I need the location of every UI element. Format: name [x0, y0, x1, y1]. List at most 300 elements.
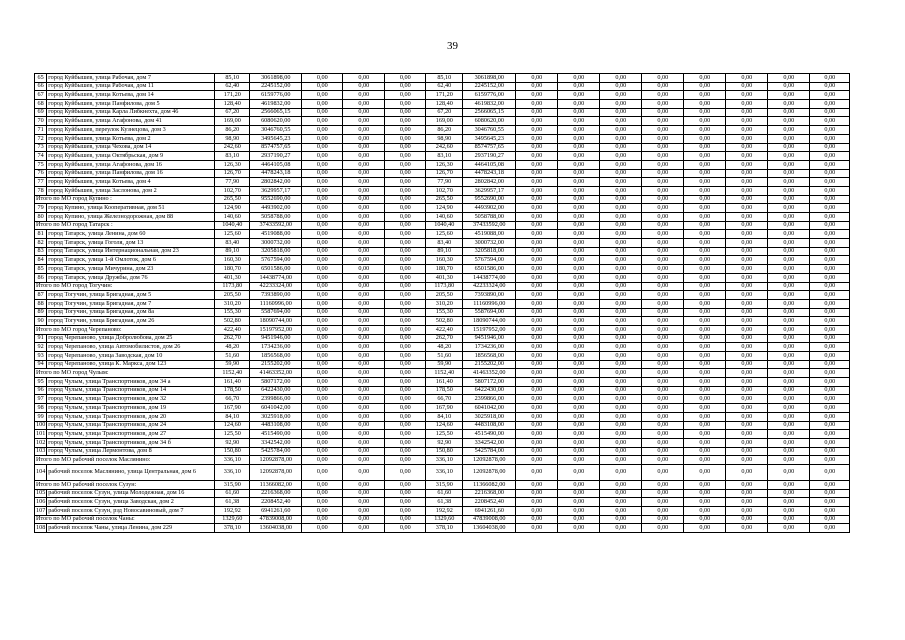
value-cell: 84,10 [426, 412, 463, 421]
value-cell: 0,00 [558, 352, 600, 361]
value-cell: 0,00 [516, 412, 558, 421]
value-cell: 0,00 [600, 308, 642, 317]
value-cell: 0,00 [600, 438, 642, 447]
value-cell: 1040,40 [215, 221, 250, 230]
value-cell: 0,00 [302, 325, 343, 334]
value-cell: 4478243,18 [463, 169, 516, 178]
row-number: 105 [36, 489, 46, 497]
value-cell: 0,00 [343, 126, 385, 135]
value-cell: 0,00 [385, 169, 426, 178]
subtotal-label: Итого по МО рабочий поселок Чаны: [35, 515, 215, 524]
value-cell: 0,00 [768, 239, 810, 248]
value-cell: 1856568,00 [250, 352, 302, 361]
table-row [35, 169, 850, 178]
subtotal-row [35, 369, 850, 378]
value-cell: 0,00 [810, 117, 850, 126]
value-cell: 0,00 [642, 430, 684, 439]
value-cell: 2802842,00 [250, 178, 302, 187]
value-cell: 0,00 [600, 178, 642, 187]
value-cell: 0,00 [726, 447, 768, 456]
value-cell: 0,00 [302, 108, 343, 117]
value-cell: 0,00 [768, 464, 810, 480]
value-cell: 422,40 [215, 325, 250, 334]
value-cell: 13604038,00 [250, 524, 302, 533]
value-cell: 4515490,00 [463, 430, 516, 439]
value-cell: 0,00 [600, 291, 642, 300]
value-cell: 0,00 [810, 230, 850, 239]
value-cell: 0,00 [600, 256, 642, 265]
value-cell: 0,00 [516, 273, 558, 282]
value-cell: 1329,60 [426, 515, 463, 524]
value-cell: 125,60 [426, 230, 463, 239]
value-cell: 102,70 [426, 186, 463, 195]
row-number: 99 [35, 412, 47, 421]
value-cell: 0,00 [726, 438, 768, 447]
value-cell: 0,00 [302, 395, 343, 404]
value-cell: 0,00 [810, 221, 850, 230]
value-cell: 0,00 [516, 213, 558, 222]
value-cell: 0,00 [385, 265, 426, 274]
value-cell: 0,00 [684, 507, 726, 516]
value-cell: 0,00 [684, 108, 726, 117]
value-cell: 0,00 [558, 143, 600, 152]
value-cell: 0,00 [558, 204, 600, 213]
value-cell: 0,00 [302, 143, 343, 152]
value-cell: 0,00 [600, 334, 642, 343]
value-cell: 0,00 [726, 273, 768, 282]
value-cell: 0,00 [684, 195, 726, 204]
row-number: 90 [35, 317, 47, 326]
value-cell: 0,00 [516, 256, 558, 265]
value-cell: 0,00 [810, 369, 850, 378]
value-cell: 0,00 [600, 524, 642, 533]
row-number: 83 [35, 247, 47, 256]
value-cell: 0,00 [385, 447, 426, 456]
value-cell: 61,38 [215, 498, 250, 507]
value-cell: 0,00 [600, 108, 642, 117]
value-cell: 0,00 [768, 308, 810, 317]
value-cell: 0,00 [302, 360, 343, 369]
address-cell: город Татарск, улица Мичурина, дом 23 [47, 265, 215, 274]
value-cell: 0,00 [726, 82, 768, 91]
table-row [35, 524, 850, 533]
value-cell: 0,00 [768, 498, 810, 507]
value-cell: 0,00 [726, 213, 768, 222]
value-cell: 0,00 [726, 404, 768, 413]
value-cell: 2216368,00 [250, 489, 302, 498]
row-number: 72 [35, 134, 47, 143]
value-cell: 0,00 [810, 404, 850, 413]
value-cell: 0,00 [385, 378, 426, 387]
value-cell: 0,00 [343, 143, 385, 152]
value-cell: 0,00 [600, 507, 642, 516]
value-cell: 0,00 [600, 317, 642, 326]
value-cell: 0,00 [726, 291, 768, 300]
value-cell: 0,00 [642, 195, 684, 204]
value-cell: 0,00 [343, 395, 385, 404]
value-cell: 0,00 [810, 352, 850, 361]
value-cell: 0,00 [642, 343, 684, 352]
value-cell: 5587694,00 [463, 308, 516, 317]
value-cell: 0,00 [684, 480, 726, 489]
address-cell: город Куйбышев, переулок Кузнецова, дом 3 [47, 126, 215, 135]
value-cell: 0,00 [600, 404, 642, 413]
value-cell: 1734236,00 [250, 343, 302, 352]
value-cell: 0,00 [516, 515, 558, 524]
value-cell: 0,00 [343, 334, 385, 343]
value-cell: 0,00 [302, 282, 343, 291]
value-cell: 0,00 [385, 430, 426, 439]
value-cell: 0,00 [343, 282, 385, 291]
value-cell: 0,00 [642, 256, 684, 265]
value-cell: 0,00 [726, 386, 768, 395]
value-cell: 0,00 [558, 256, 600, 265]
value-cell: 0,00 [642, 134, 684, 143]
value-cell: 0,00 [684, 273, 726, 282]
table-row [35, 117, 850, 126]
value-cell: 0,00 [385, 178, 426, 187]
value-cell: 12092878,00 [463, 456, 516, 465]
table-row [35, 438, 850, 447]
value-cell: 0,00 [768, 230, 810, 239]
subtotal-row [35, 195, 850, 204]
value-cell: 0,00 [642, 117, 684, 126]
table-row [35, 421, 850, 430]
value-cell: 0,00 [810, 456, 850, 465]
value-cell: 0,00 [343, 100, 385, 109]
table-row [35, 412, 850, 421]
value-cell: 5058788,00 [250, 213, 302, 222]
value-cell: 0,00 [302, 456, 343, 465]
value-cell: 0,00 [558, 404, 600, 413]
value-cell: 0,00 [302, 239, 343, 248]
value-cell: 0,00 [343, 256, 385, 265]
value-cell: 62,40 [426, 82, 463, 91]
value-cell: 0,00 [600, 169, 642, 178]
value-cell: 2208452,40 [463, 498, 516, 507]
table-body [35, 74, 850, 533]
value-cell: 0,00 [600, 378, 642, 387]
value-cell: 61,60 [426, 489, 463, 498]
value-cell: 6941261,60 [463, 507, 516, 516]
value-cell: 0,00 [642, 498, 684, 507]
value-cell: 0,00 [810, 447, 850, 456]
value-cell: 0,00 [516, 143, 558, 152]
value-cell: 310,20 [426, 299, 463, 308]
value-cell: 14438774,00 [463, 273, 516, 282]
value-cell: 2399866,00 [250, 395, 302, 404]
value-cell: 0,00 [516, 386, 558, 395]
value-cell: 0,00 [516, 317, 558, 326]
value-cell: 0,00 [684, 456, 726, 465]
value-cell: 0,00 [558, 498, 600, 507]
value-cell: 6422430,00 [250, 386, 302, 395]
value-cell: 1173,80 [215, 282, 250, 291]
value-cell: 336,10 [215, 464, 250, 480]
value-cell: 315,90 [426, 480, 463, 489]
value-cell: 1734236,00 [463, 343, 516, 352]
value-cell: 47839008,00 [463, 515, 516, 524]
table-row [35, 308, 850, 317]
value-cell: 5058788,00 [463, 213, 516, 222]
value-cell: 169,00 [426, 117, 463, 126]
value-cell: 89,10 [215, 247, 250, 256]
value-cell: 0,00 [600, 195, 642, 204]
value-cell: 0,00 [343, 430, 385, 439]
value-cell: 0,00 [684, 421, 726, 430]
value-cell: 0,00 [343, 91, 385, 100]
value-cell: 0,00 [642, 456, 684, 465]
value-cell: 0,00 [768, 438, 810, 447]
subtotal-row [35, 325, 850, 334]
value-cell: 2802842,00 [463, 178, 516, 187]
value-cell: 0,00 [343, 480, 385, 489]
value-cell: 0,00 [558, 456, 600, 465]
value-cell: 14438774,00 [250, 273, 302, 282]
value-cell: 0,00 [343, 247, 385, 256]
value-cell: 0,00 [642, 143, 684, 152]
row-number: 104 [35, 464, 47, 480]
value-cell: 0,00 [642, 308, 684, 317]
value-cell: 0,00 [302, 247, 343, 256]
value-cell: 0,00 [600, 160, 642, 169]
value-cell: 0,00 [343, 447, 385, 456]
value-cell: 0,00 [642, 447, 684, 456]
value-cell: 0,00 [343, 117, 385, 126]
row-number: 108 [36, 524, 46, 532]
value-cell: 0,00 [385, 273, 426, 282]
subtotal-row [35, 282, 850, 291]
value-cell: 0,00 [600, 213, 642, 222]
value-cell: 0,00 [516, 352, 558, 361]
value-cell: 0,00 [385, 186, 426, 195]
value-cell: 0,00 [642, 169, 684, 178]
value-cell: 0,00 [302, 447, 343, 456]
value-cell: 401,30 [426, 273, 463, 282]
value-cell: 0,00 [642, 265, 684, 274]
address-cell: город Чулым, улица Транспортников, дом 19 [47, 404, 215, 413]
value-cell: 15197952,00 [463, 325, 516, 334]
value-cell: 102,70 [215, 186, 250, 195]
value-cell: 0,00 [385, 317, 426, 326]
value-cell: 0,00 [516, 282, 558, 291]
value-cell: 0,00 [302, 126, 343, 135]
value-cell: 0,00 [516, 498, 558, 507]
value-cell: 0,00 [726, 204, 768, 213]
address-cell: город Куйбышев, улица Заслонова, дом 2 [47, 186, 215, 195]
value-cell: 0,00 [385, 421, 426, 430]
value-cell: 0,00 [810, 325, 850, 334]
value-cell: 0,00 [516, 447, 558, 456]
value-cell: 0,00 [302, 221, 343, 230]
value-cell: 0,00 [600, 299, 642, 308]
row-number: 106 [36, 498, 46, 506]
table-row [35, 256, 850, 265]
value-cell: 0,00 [302, 507, 343, 516]
table-row [35, 334, 850, 343]
value-cell: 0,00 [726, 143, 768, 152]
value-cell: 180,70 [215, 265, 250, 274]
value-cell: 0,00 [558, 265, 600, 274]
table-row [35, 152, 850, 161]
value-cell: 3000732,00 [463, 239, 516, 248]
value-cell: 41463352,00 [463, 369, 516, 378]
row-number: 73 [35, 143, 47, 152]
value-cell: 0,00 [558, 299, 600, 308]
value-cell: 0,00 [343, 178, 385, 187]
address-cell: город Куйбышев, улица Панфилова, дом 5 [47, 100, 215, 109]
value-cell: 0,00 [302, 498, 343, 507]
table-row [35, 447, 850, 456]
value-cell: 2937190,27 [463, 152, 516, 161]
value-cell: 0,00 [726, 117, 768, 126]
value-cell: 0,00 [558, 273, 600, 282]
value-cell: 4493902,00 [250, 204, 302, 213]
value-cell: 0,00 [516, 507, 558, 516]
value-cell: 0,00 [684, 291, 726, 300]
value-cell: 37433592,00 [463, 221, 516, 230]
value-cell: 2216368,00 [463, 489, 516, 498]
value-cell: 6159776,00 [250, 91, 302, 100]
table-row [35, 230, 850, 239]
value-cell: 0,00 [600, 91, 642, 100]
value-cell: 0,00 [343, 213, 385, 222]
subtotal-row [35, 480, 850, 489]
value-cell: 0,00 [558, 447, 600, 456]
value-cell: 0,00 [343, 515, 385, 524]
value-cell: 0,00 [558, 230, 600, 239]
value-cell: 77,90 [215, 178, 250, 187]
value-cell: 0,00 [343, 343, 385, 352]
value-cell: 0,00 [642, 317, 684, 326]
value-cell: 0,00 [810, 360, 850, 369]
value-cell: 378,10 [426, 524, 463, 533]
value-cell: 0,00 [343, 369, 385, 378]
value-cell: 126,70 [215, 169, 250, 178]
value-cell: 84,10 [215, 412, 250, 421]
value-cell: 6080620,00 [463, 117, 516, 126]
value-cell: 0,00 [516, 480, 558, 489]
value-cell: 3061898,00 [250, 74, 302, 83]
value-cell: 124,90 [215, 204, 250, 213]
value-cell: 0,00 [302, 256, 343, 265]
value-cell: 0,00 [343, 186, 385, 195]
value-cell: 0,00 [516, 265, 558, 274]
value-cell: 5807172,00 [250, 378, 302, 387]
value-cell: 0,00 [684, 221, 726, 230]
value-cell: 0,00 [385, 308, 426, 317]
value-cell: 0,00 [385, 404, 426, 413]
value-cell: 0,00 [726, 239, 768, 248]
row-number: 81 [35, 230, 47, 239]
value-cell: 0,00 [385, 489, 426, 498]
address-cell: город Чулым, улица Транспортников, дом 24 [47, 421, 215, 430]
value-cell: 0,00 [558, 221, 600, 230]
value-cell: 9451946,00 [250, 334, 302, 343]
value-cell: 0,00 [810, 82, 850, 91]
value-cell: 0,00 [768, 265, 810, 274]
value-cell: 0,00 [810, 282, 850, 291]
table-row [35, 186, 850, 195]
value-cell: 0,00 [642, 152, 684, 161]
value-cell: 0,00 [642, 489, 684, 498]
value-cell: 0,00 [726, 352, 768, 361]
value-cell: 0,00 [684, 515, 726, 524]
value-cell: 0,00 [726, 343, 768, 352]
value-cell: 125,50 [215, 430, 250, 439]
value-cell: 0,00 [684, 343, 726, 352]
value-cell: 0,00 [558, 421, 600, 430]
address-cell: город Чулым, улица Транспортников, дом 14 [47, 386, 215, 395]
address-cell: город Татарск, улица Интернациональная, дом 23 [47, 247, 215, 256]
value-cell: 0,00 [810, 100, 850, 109]
value-cell: 0,00 [684, 386, 726, 395]
value-cell: 0,00 [600, 247, 642, 256]
value-cell: 0,00 [642, 186, 684, 195]
subtotal-label: Итого по МО город Чулым: [35, 369, 215, 378]
address-cell: город Татарск, улица 1-й Омлоток, дом 6 [47, 256, 215, 265]
table-row [35, 91, 850, 100]
value-cell: 0,00 [385, 100, 426, 109]
value-cell: 2155202,00 [250, 360, 302, 369]
value-cell: 7393890,00 [250, 291, 302, 300]
subtotal-row [35, 515, 850, 524]
value-cell: 0,00 [642, 438, 684, 447]
address-cell: город Куйбышев, улица Чехова, дом 14 [47, 143, 215, 152]
value-cell: 0,00 [343, 325, 385, 334]
value-cell: 0,00 [302, 386, 343, 395]
value-cell: 18090744,00 [463, 317, 516, 326]
value-cell: 0,00 [516, 378, 558, 387]
value-cell: 126,30 [426, 160, 463, 169]
value-cell: 0,00 [600, 395, 642, 404]
value-cell: 0,00 [684, 178, 726, 187]
value-cell: 0,00 [385, 412, 426, 421]
value-cell: 0,00 [558, 343, 600, 352]
value-cell: 5767594,00 [250, 256, 302, 265]
value-cell: 2245152,00 [463, 82, 516, 91]
value-cell: 0,00 [600, 480, 642, 489]
value-cell: 0,00 [726, 299, 768, 308]
value-cell: 1173,80 [426, 282, 463, 291]
value-cell: 0,00 [385, 256, 426, 265]
value-cell: 0,00 [726, 282, 768, 291]
value-cell: 5587694,00 [250, 308, 302, 317]
value-cell: 0,00 [385, 369, 426, 378]
value-cell: 37433592,00 [250, 221, 302, 230]
value-cell: 0,00 [684, 134, 726, 143]
value-cell: 0,00 [810, 299, 850, 308]
value-cell: 0,00 [516, 178, 558, 187]
value-cell: 0,00 [302, 169, 343, 178]
value-cell: 192,92 [426, 507, 463, 516]
row-number: 93 [35, 352, 47, 361]
address-cell: город Тогучин, улица Бригадная, дом 5 [47, 291, 215, 300]
value-cell: 3000732,00 [250, 239, 302, 248]
subtotal-label: Итого по МО город Тогучин: [35, 282, 215, 291]
value-cell: 0,00 [768, 134, 810, 143]
value-cell: 0,00 [684, 489, 726, 498]
value-cell: 0,00 [558, 317, 600, 326]
value-cell: 11366082,00 [250, 480, 302, 489]
value-cell: 0,00 [385, 221, 426, 230]
value-cell: 11366082,00 [463, 480, 516, 489]
value-cell: 0,00 [343, 273, 385, 282]
value-cell: 0,00 [768, 178, 810, 187]
table-row [35, 404, 850, 413]
value-cell: 0,00 [726, 152, 768, 161]
value-cell: 0,00 [302, 91, 343, 100]
